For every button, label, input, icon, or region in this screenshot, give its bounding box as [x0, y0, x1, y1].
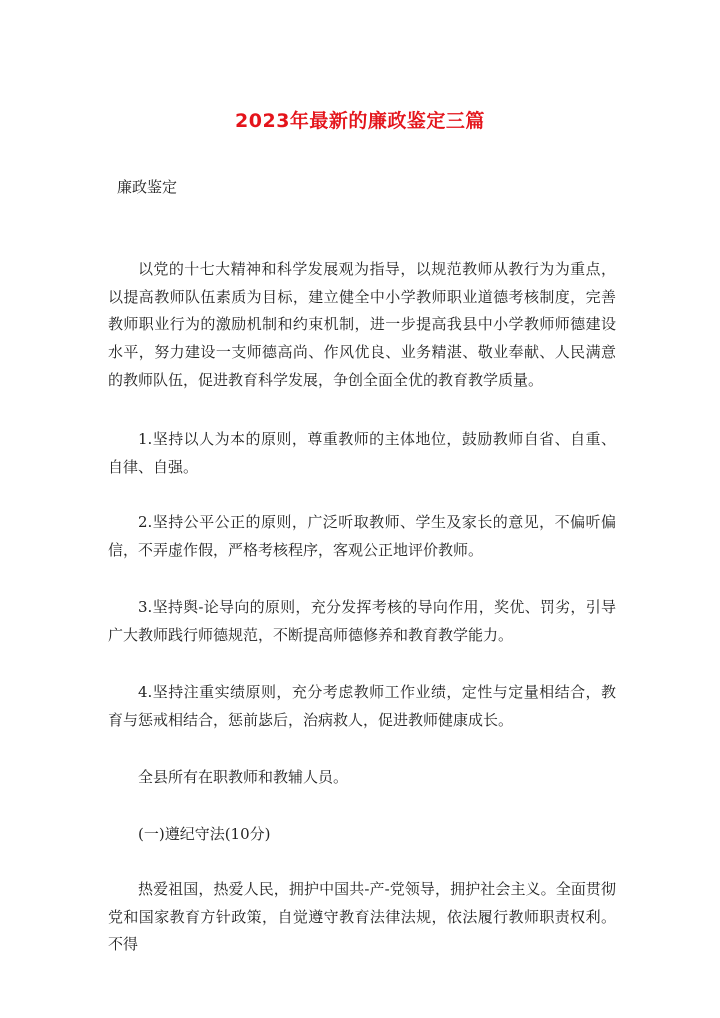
paragraph-principle-4: 4.坚持注重实绩原则，充分考虑教师工作业绩，定性与定量相结合，教育与惩戒相结合，惩前毖后，治病救人，促进教师健康成长。 [108, 683, 616, 729]
paragraph-scope: 全县所有在职教师和教辅人员。 [138, 768, 349, 786]
paragraph-principle-1: 1.坚持以人为本的原则，尊重教师的主体地位，鼓励教师自省、自重、自律、自强。 [108, 430, 616, 476]
paragraph-principle-2: 2.坚持公平公正的原则，广泛听取教师、学生及家长的意见，不偏听偏信，不弄虚作假，严格考核程序，客观公正地评价教师。 [108, 513, 616, 559]
paragraph-intro: 以党的十七大精神和科学发展观为指导，以规范教师从教行为为重点，以提高教师队伍素质为目标，建立健全中小学教师职业道德考核制度，完善教师职业行为的激励机制和约束机制，进一步提高我县中小学教师师德建设水平，努力建设一支师德高尚、作风优良、业务精湛、敬业奉献、人民满意的教师队伍，促进教育科学发展，争创全面全优的教育教学质量。 [108, 260, 616, 389]
document-title: 2023年最新的廉政鉴定三篇 [235, 110, 485, 132]
paragraph-section-1-body: 热爱祖国，热爱人民，拥护中国共-产-党领导，拥护社会主义。全面贯彻党和国家教育方针政策，自觉遵守教育法律法规，依法履行教师职责权利。不得 [108, 880, 616, 954]
paragraph-principle-3: 3.坚持舆-论导向的原则，充分发挥考核的导向作用，奖优、罚劣，引导广大教师践行师德规范，不断提高师德修养和教育教学能力。 [108, 598, 616, 644]
document-subtitle: 廉政鉴定 [117, 178, 178, 196]
section-heading-1: (一)遵纪守法(10分) [138, 825, 271, 843]
